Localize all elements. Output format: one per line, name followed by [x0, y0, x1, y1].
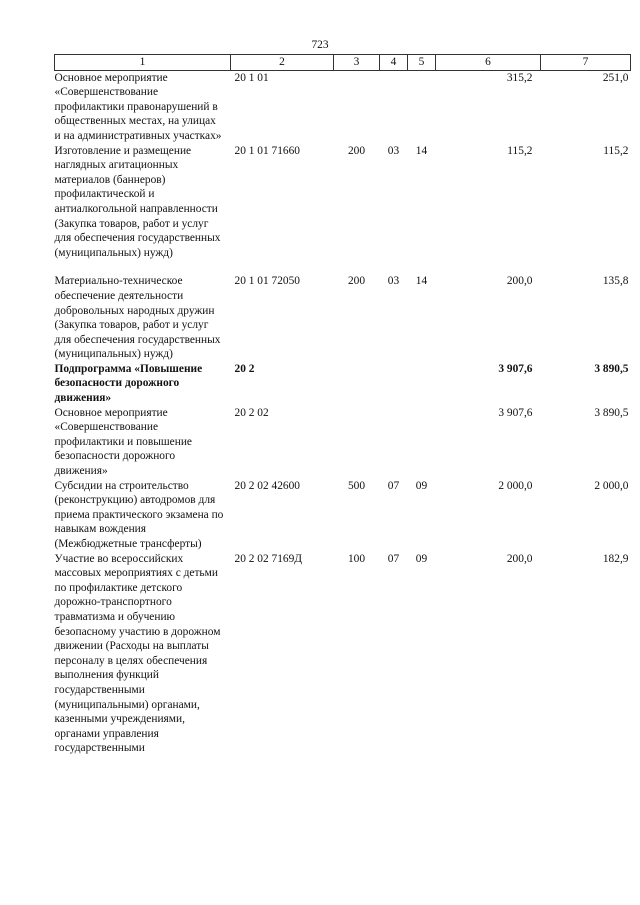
row-code: 20 1 01 [234, 71, 269, 84]
row-col-4: 07 [387, 552, 400, 565]
row-value-7: 182,9 [602, 552, 629, 565]
row-value-6: 200,0 [506, 275, 533, 288]
row-name: Материально-техническое обеспечение деятельности добровольных народных дружин (Закупка товаров, работ и услуг для обеспечения государственных (муниципальных) нужд) [54, 275, 221, 361]
row-col-3 [334, 70, 380, 143]
row-col-3 [334, 362, 380, 406]
table-row [55, 479, 631, 552]
row-col-5 [408, 406, 436, 479]
row-col-3: 200 [347, 144, 366, 157]
row-col-3: 100 [347, 552, 366, 565]
header-col-7: 7 [541, 55, 631, 71]
header-col-3: 3 [334, 55, 380, 71]
row-name: Участие во всероссийских массовых мероприятиях с детьми по профилактике детского дорожно-транспортного травматизма и обучению безопасному участию в дорожном движении (Расходы на выплаты персоналу в целях обеспечения выполнения функций государственными (муниципальными) органами, казенными учреждениями, органами управления государственными [54, 552, 221, 755]
header-col-5: 5 [408, 55, 436, 71]
row-value-7: 115,2 [603, 144, 629, 157]
header-col-4: 4 [380, 55, 408, 71]
row-name: Основное мероприятие «Совершенствование профилактики и повышение безопасности дорожного движения» [54, 406, 192, 478]
row-code: 20 1 01 72050 [234, 275, 300, 288]
row-col-5: 09 [415, 479, 428, 492]
row-col-3: 500 [347, 479, 366, 492]
row-value-6: 2 000,0 [498, 479, 533, 492]
row-col-4: 07 [387, 479, 400, 492]
row-value-7: 251,0 [602, 71, 629, 84]
row-col-4: 03 [387, 144, 400, 157]
page-number: 723 [311, 39, 329, 51]
row-name: Изготовление и размещение наглядных агитационных материалов (баннеров) профилактической и антиалкогольной направленности (Закупка товаров, работ и услуг для обеспечения государственных (муниципальных) нужд) [54, 144, 221, 259]
row-code: 20 2 02 7169Д [234, 552, 303, 565]
row-value-6: 3 907,6 [498, 362, 533, 375]
row-value-6: 315,2 [506, 71, 533, 84]
header-col-6: 6 [436, 55, 541, 71]
budget-table [54, 54, 631, 756]
table-body [55, 70, 631, 756]
row-code: 20 1 01 71660 [234, 144, 300, 157]
row-code: 20 2 [234, 362, 255, 375]
row-col-4 [380, 362, 408, 406]
table-row [55, 274, 631, 362]
row-value-7: 3 890,5 [594, 362, 629, 375]
table-row [55, 144, 631, 275]
row-code: 20 2 02 42600 [234, 479, 300, 492]
row-col-4 [380, 406, 408, 479]
table-row [55, 552, 631, 756]
row-value-6: 200,0 [506, 552, 533, 565]
row-name: Субсидии на строительство (реконструкцию) автодромов для приема практического экзамена по навыкам вождения (Межбюджетные трансферты) [54, 479, 224, 550]
row-col-4 [380, 70, 408, 143]
row-col-5 [408, 70, 436, 143]
row-value-7: 2 000,0 [594, 479, 629, 492]
header-row [55, 55, 631, 71]
header-col-2: 2 [231, 55, 334, 71]
row-col-5: 14 [415, 275, 428, 288]
row-code: 20 2 02 [234, 406, 269, 419]
table-row [55, 406, 631, 479]
row-value-6: 115,2 [507, 144, 533, 157]
table-row-subprogram [55, 362, 631, 406]
row-col-3 [334, 406, 380, 479]
row-value-7: 135,8 [602, 275, 629, 288]
row-col-5: 09 [415, 552, 428, 565]
header-col-1: 1 [55, 55, 231, 71]
row-col-3: 200 [347, 275, 366, 288]
row-col-5 [408, 362, 436, 406]
row-col-4: 03 [387, 275, 400, 288]
row-value-6: 3 907,6 [498, 406, 533, 419]
table-header [55, 55, 631, 71]
row-name: Основное мероприятие «Совершенствование профилактики правонарушений в общественных местах, на улицах и на административных участках» [54, 71, 222, 142]
row-value-7: 3 890,5 [594, 406, 629, 419]
table-row [55, 70, 631, 143]
row-col-5: 14 [415, 144, 428, 157]
row-name: Подпрограмма «Повышение безопасности дорожного движения» [54, 362, 203, 405]
